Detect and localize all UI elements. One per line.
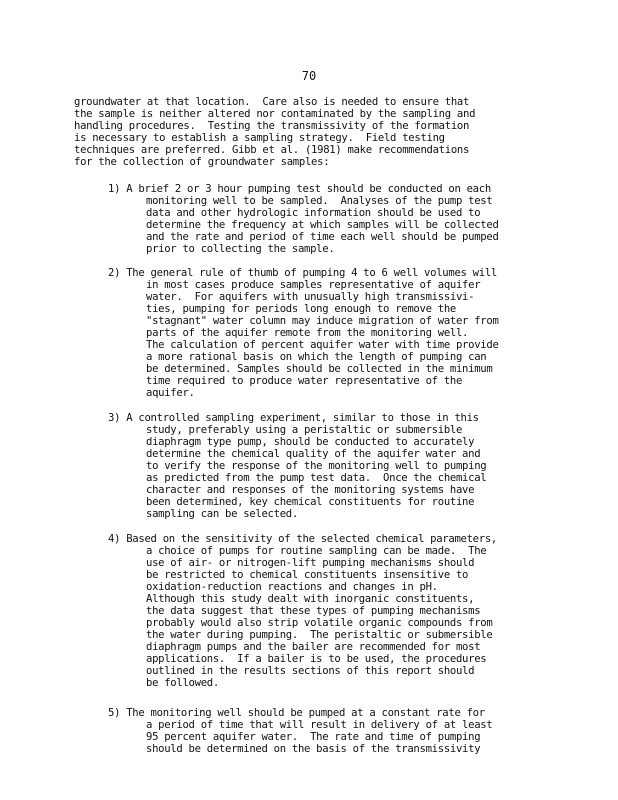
item-line: water. For aquifers with unusually high transmissivi- <box>146 291 475 303</box>
item-line: the water during pumping. The peristaltic or submersible <box>146 629 493 641</box>
item-line: applications. If a bailer is to be used, the procedures <box>146 653 487 665</box>
item-line: Although this study dealt with inorganic constituents, <box>146 593 475 605</box>
intro-line: for the collection of groundwater samples: <box>74 156 330 168</box>
item-line: The calculation of percent aquifer water with time provide <box>146 339 499 351</box>
item-line: been determined, key chemical constituents for routine <box>146 496 475 508</box>
item-line: ties, pumping for periods long enough to remove the <box>146 303 456 315</box>
item-line: diaphragm pumps and the bailer are recommended for most <box>146 641 481 653</box>
item-line: parts of the aquifer remote from the monitoring well. <box>146 327 469 339</box>
item-line: monitoring well to be sampled. Analyses of the pump test <box>146 195 493 207</box>
item-line: a period of time that will result in delivery of at least <box>146 719 493 731</box>
item-line: as predicted from the pump test data. Once the chemical <box>146 472 487 484</box>
item-line: determine the frequency at which samples will be collected <box>146 219 499 231</box>
item-line: should be determined on the basis of the transmissivity <box>146 743 481 755</box>
item-line: 3) A controlled sampling experiment, similar to those in this <box>108 412 479 424</box>
item-line: 5) The monitoring well should be pumped at a constant rate for <box>108 707 485 719</box>
item-line: aquifer. <box>146 387 195 399</box>
item-line: 1) A brief 2 or 3 hour pumping test should be conducted on each <box>108 183 491 195</box>
item-line: probably would also strip volatile organic compounds from <box>146 617 493 629</box>
item-line: to verify the response of the monitoring well to pumping <box>146 460 487 472</box>
intro-line: is necessary to establish a sampling strategy. Field testing <box>74 132 445 144</box>
item-line: prior to collecting the sample. <box>146 243 335 255</box>
item-line: in most cases produce samples representative of aquifer <box>146 279 481 291</box>
item-line: diaphragm type pump, should be conducted to accurately <box>146 436 475 448</box>
item-line: sampling can be selected. <box>146 508 298 520</box>
item-line: a more rational basis on which the length of pumping can <box>146 351 487 363</box>
item-line: 4) Based on the sensitivity of the selected chemical parameters, <box>108 533 497 545</box>
item-line: 95 percent aquifer water. The rate and time of pumping <box>146 731 481 743</box>
item-line: and the rate and period of time each well should be pumped <box>146 231 499 243</box>
intro-line: the sample is neither altered nor contaminated by the sampling and <box>74 108 476 120</box>
item-line: a choice of pumps for routine sampling can be made. The <box>146 545 487 557</box>
item-line: "stagnant" water column may induce migration of water from <box>146 315 499 327</box>
page-number: 70 <box>301 69 317 83</box>
item-line: be followed. <box>146 677 219 689</box>
item-line: determine the chemical quality of the aquifer water and <box>146 448 481 460</box>
item-line: data and other hydrologic information should be used to <box>146 207 481 219</box>
item-line: study, preferably using a peristaltic or submersible <box>146 424 463 436</box>
item-line: outlined in the results sections of this report should <box>146 665 475 677</box>
item-line: 2) The general rule of thumb of pumping 4 to 6 well volumes will <box>108 267 497 279</box>
item-line: oxidation-reduction reactions and changes in pH. <box>146 581 438 593</box>
item-line: be restricted to chemical constituents insensitive to <box>146 569 469 581</box>
item-line: the data suggest that these types of pumping mechanisms <box>146 605 481 617</box>
intro-line: techniques are preferred. Gibb et al. (1981) make recommendations <box>74 144 470 156</box>
item-line: time required to produce water representative of the <box>146 375 463 387</box>
intro-line: handling procedures. Testing the transmissivity of the formation <box>74 120 470 132</box>
item-line: character and responses of the monitoring systems have <box>146 484 475 496</box>
item-line: be determined. Samples should be collected in the minimum <box>146 363 493 375</box>
intro-line: groundwater at that location. Care also is needed to ensure that <box>74 96 470 108</box>
item-line: use of air- or nitrogen-lift pumping mechanisms should <box>146 557 475 569</box>
